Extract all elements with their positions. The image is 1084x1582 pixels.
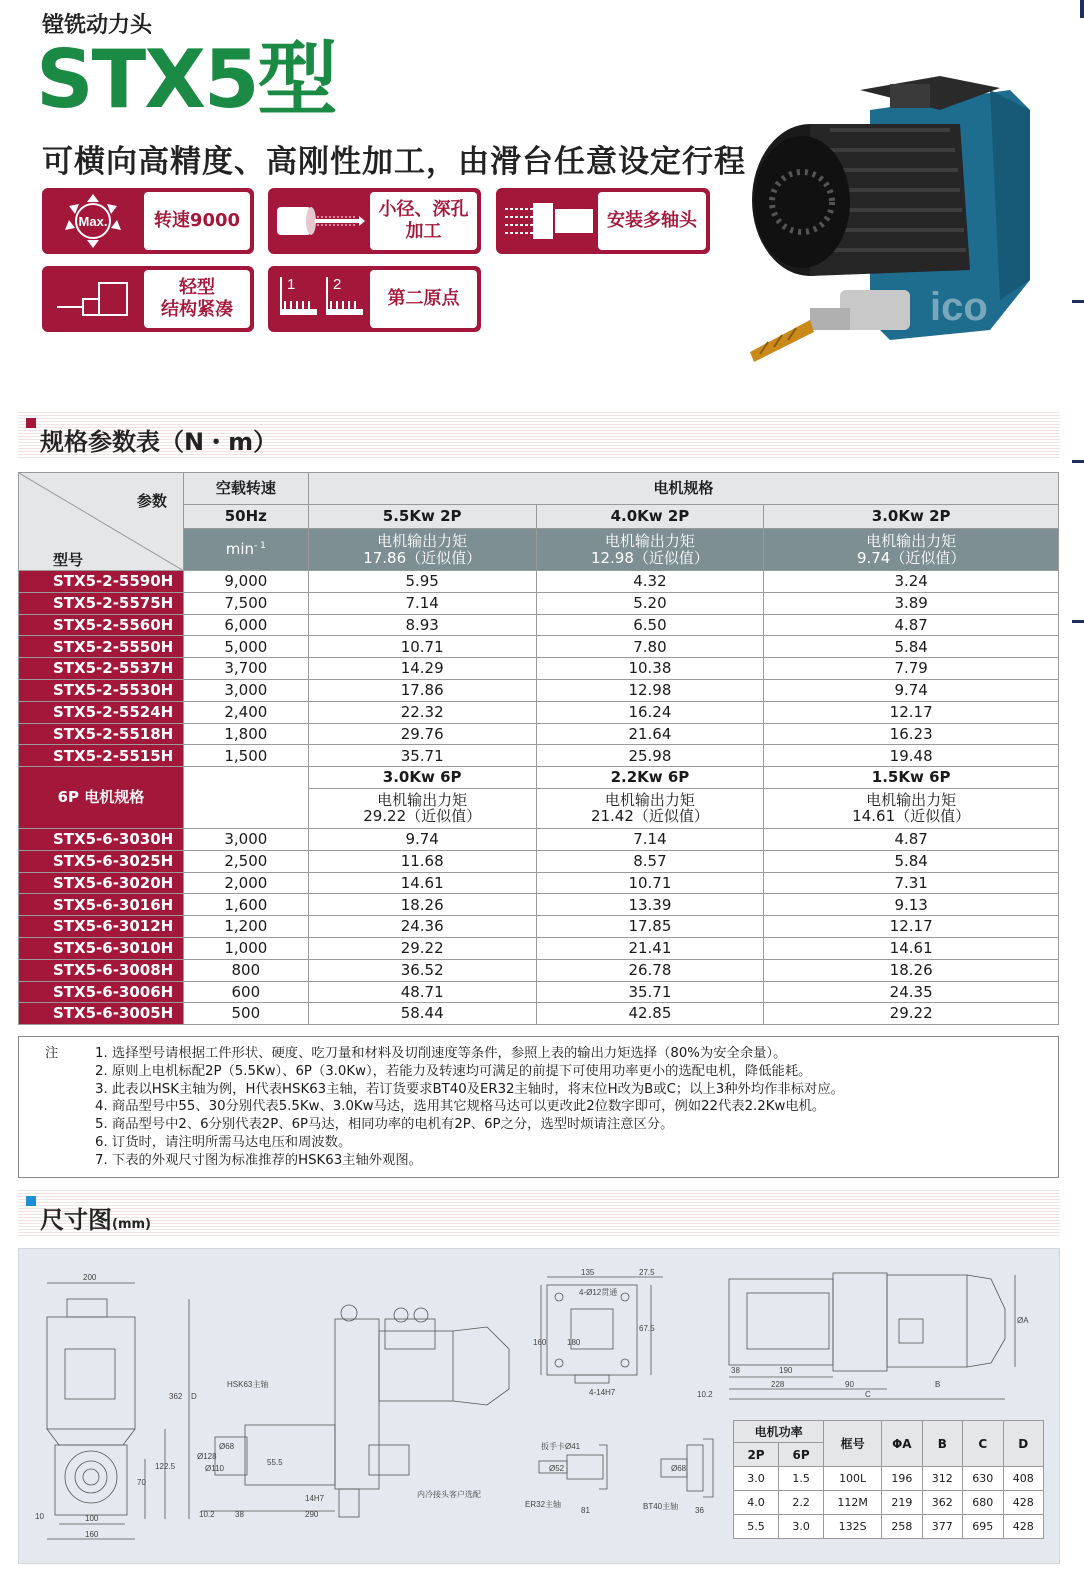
value-cell: 29.22 [764, 1003, 1059, 1025]
value-cell: 4.87 [764, 828, 1059, 850]
second-origin-icon [268, 266, 370, 332]
dim-rows [734, 1467, 1044, 1539]
table-row [19, 894, 1059, 916]
dim-label: 135 [581, 1268, 595, 1277]
feature-small-hole-label: 小径、深孔 加工 [370, 192, 477, 250]
dim-label: 100 [85, 1514, 99, 1523]
value-cell: 7.14 [308, 592, 536, 614]
torque-value: 21.42（近似值） [590, 807, 709, 826]
value-cell: 10.38 [536, 658, 764, 680]
value-cell: 17.86 [308, 679, 536, 701]
torque-label: 电机输出力矩 [604, 532, 695, 550]
model-cell: STX5-6-3025H [19, 850, 184, 872]
model-cell: STX5-6-3006H [19, 981, 184, 1003]
value-cell: 8.57 [536, 850, 764, 872]
dim-label: 228 [771, 1380, 785, 1389]
dim-label: Ø128 [197, 1452, 217, 1461]
multi-spindle-icon [496, 188, 598, 254]
dim-label: 内冷接头客户选配 [417, 1490, 481, 1499]
dim-title: 尺寸图 [40, 1206, 112, 1234]
model-cell: STX5-2-5530H [19, 679, 184, 701]
edge-mark [1072, 300, 1084, 303]
value-cell: 258 [882, 1515, 922, 1539]
header-motor-6p-2: 2.2Kw 6P [536, 767, 764, 789]
dim-label: 10.2 [199, 1510, 215, 1519]
value-cell: 22.32 [308, 701, 536, 723]
torque-label: 电机输出力矩 [866, 532, 957, 550]
value-cell: 500 [183, 1003, 308, 1025]
value-cell: 1,200 [183, 916, 308, 938]
value-cell: 1,600 [183, 894, 308, 916]
header-freq: 50Hz [183, 505, 308, 529]
feature-second-origin-label: 第二原点 [370, 270, 477, 328]
value-cell: 695 [963, 1515, 1003, 1539]
header-power: 电机功率 [734, 1421, 824, 1443]
model-cell: STX5-2-5524H [19, 701, 184, 723]
table-row [19, 828, 1059, 850]
dim-label: Ø110 [205, 1464, 224, 1473]
note-item: 3. 此表以HSK主轴为例，H代表HSK63主轴，若订货要求BT40及ER32主轴时，将末位H改为B或C；以上3种外均作非标对应。 [95, 1081, 844, 1097]
dim-label: 扳手卡Ø41 [541, 1442, 581, 1451]
torque-value: 29.22（近似值） [363, 807, 482, 826]
dim-label: 36 [695, 1506, 704, 1515]
dim-label: 55.5 [267, 1458, 283, 1467]
header-motor-2p-3: 3.0Kw 2P [764, 505, 1059, 529]
feature-speed-label: 转速9000 [144, 192, 250, 250]
value-cell: 1,000 [183, 937, 308, 959]
value-cell: 11.68 [308, 850, 536, 872]
value-cell: 42.85 [536, 1003, 764, 1025]
value-cell: 26.78 [536, 959, 764, 981]
value-cell: 3,000 [183, 828, 308, 850]
model-cell: STX5-6-3012H [19, 916, 184, 938]
value-cell: 428 [1003, 1491, 1044, 1515]
corner-model: 型号 [53, 550, 84, 569]
value-cell: 14.61 [308, 872, 536, 894]
value-cell: 312 [922, 1467, 962, 1491]
dim-label: 180 [567, 1338, 581, 1347]
table-row [19, 981, 1059, 1003]
dim-label: 67.5 [639, 1324, 655, 1333]
table-row [19, 701, 1059, 723]
torque-value: 17.86（近似值） [363, 548, 482, 567]
header-A: ΦA [882, 1421, 922, 1467]
value-cell: 35.71 [308, 745, 536, 767]
section-title-dim [40, 1200, 151, 1235]
value-cell: 5.84 [764, 850, 1059, 872]
model-cell: STX5-6-3030H [19, 828, 184, 850]
dim-label: 190 [779, 1366, 793, 1375]
value-cell: 5.84 [764, 636, 1059, 658]
value-cell: 5.20 [536, 592, 764, 614]
model-cell: STX5-2-5518H [19, 723, 184, 745]
section-title-spec: 规格参数表（N・m） [40, 428, 278, 456]
dim-label: 10.2 [697, 1390, 713, 1399]
model-cell: STX5-2-5537H [19, 658, 184, 680]
torque-2p-3 [764, 529, 1059, 571]
note-item: 6. 订货时，请注明所需马达电压和周波数。 [95, 1134, 352, 1150]
svg-text:ico: ico [930, 285, 988, 329]
value-cell: 18.26 [308, 894, 536, 916]
value-cell: 16.23 [764, 723, 1059, 745]
value-cell: 7.14 [536, 828, 764, 850]
dim-label: 4-14H7 [589, 1388, 616, 1397]
value-cell: 7.79 [764, 658, 1059, 680]
model-cell: STX5-2-5550H [19, 636, 184, 658]
table-row [19, 872, 1059, 894]
value-cell: 21.64 [536, 723, 764, 745]
value-cell: 7.31 [764, 872, 1059, 894]
torque-6p-3 [764, 788, 1059, 828]
value-cell: 9.74 [308, 828, 536, 850]
value-cell: 3,700 [183, 658, 308, 680]
value-cell: 19.48 [764, 745, 1059, 767]
value-cell: 219 [882, 1491, 922, 1515]
dim-label: C [865, 1390, 871, 1399]
torque-2p-2 [536, 529, 764, 571]
value-cell: 9.13 [764, 894, 1059, 916]
value-cell: 24.35 [764, 981, 1059, 1003]
value-cell: 600 [183, 981, 308, 1003]
feature-multi-axis [496, 188, 710, 254]
note-item: 1. 选择型号请根据工件形状、硬度、吃刀量和材料及切削速度等条件，参照上表的输出力矩选择（80%为安全余量）。 [95, 1046, 787, 1061]
value-cell: 1,800 [183, 723, 308, 745]
value-cell: 12.98 [536, 679, 764, 701]
value-cell: 3.89 [764, 592, 1059, 614]
table-row [19, 614, 1059, 636]
dim-label: 81 [581, 1506, 590, 1515]
value-cell: 7,500 [183, 592, 308, 614]
feature-small-hole [268, 188, 481, 254]
corner-param: 参数 [136, 492, 167, 510]
value-cell: 12.17 [764, 701, 1059, 723]
value-cell: 8.93 [308, 614, 536, 636]
table-row [734, 1515, 1044, 1539]
dim-label: 4-Ø12贯通 [579, 1288, 618, 1297]
value-cell: 48.71 [308, 981, 536, 1003]
value-cell: 428 [1003, 1515, 1044, 1539]
value-cell: 4.0 [734, 1491, 779, 1515]
table-row [19, 636, 1059, 658]
section-mark [26, 1196, 36, 1206]
value-cell: 3,000 [183, 679, 308, 701]
header-frame: 框号 [824, 1421, 882, 1467]
feature-compact-label: 轻型 结构紧凑 [144, 270, 250, 328]
header-D: D [1003, 1421, 1044, 1467]
dim-label: 27.5 [639, 1268, 655, 1277]
dim-label: B [935, 1380, 941, 1389]
model-cell: STX5-2-5575H [19, 592, 184, 614]
table-row [19, 592, 1059, 614]
model-cell: STX5-2-5560H [19, 614, 184, 636]
dim-label: 122.5 [155, 1462, 176, 1471]
value-cell: 17.85 [536, 916, 764, 938]
value-cell: 4.32 [536, 571, 764, 593]
value-cell: 630 [963, 1467, 1003, 1491]
dim-label: 38 [235, 1510, 244, 1519]
table-row [19, 959, 1059, 981]
notes-label: 注 [45, 1046, 59, 1061]
header-noload-speed: 空载转速 [183, 473, 308, 505]
feature-second-origin [268, 266, 481, 332]
value-cell: 6.50 [536, 614, 764, 636]
value-cell: 112M [824, 1491, 882, 1515]
value-cell: 196 [882, 1467, 922, 1491]
label-6p: 6P 电机规格 [19, 767, 184, 829]
dimension-table [733, 1420, 1044, 1539]
header-motor-2p-2: 4.0Kw 2P [536, 505, 764, 529]
edge-mark [1072, 460, 1084, 463]
table-row [19, 658, 1059, 680]
model-cell: STX5-2-5515H [19, 745, 184, 767]
table-row [19, 1003, 1059, 1025]
compact-structure-icon [42, 266, 144, 332]
value-cell: 12.17 [764, 916, 1059, 938]
torque-6p-2 [536, 788, 764, 828]
feature-compact [42, 266, 254, 332]
torque-2p-1 [308, 529, 536, 571]
torque-label: 电机输出力矩 [377, 532, 468, 550]
dim-label: Ø68 [219, 1442, 235, 1451]
drill-bit-icon [268, 188, 370, 254]
value-cell: 10.71 [308, 636, 536, 658]
value-cell: 5.5 [734, 1515, 779, 1539]
dim-label: BT40主轴 [643, 1502, 679, 1511]
product-image [740, 70, 1060, 370]
table-row [19, 723, 1059, 745]
value-cell: 4.87 [764, 614, 1059, 636]
dim-label: 290 [305, 1510, 319, 1519]
value-cell: 3.24 [764, 571, 1059, 593]
torque-label: 电机输出力矩 [377, 790, 468, 809]
header-6p: 6P [779, 1443, 824, 1467]
header-motor-6p-3: 1.5Kw 6P [764, 767, 1059, 789]
dim-label: D [191, 1392, 197, 1401]
note-item: 7. 下表的外观尺寸图为标准推荐的HSK63主轴外观图。 [95, 1152, 422, 1168]
table-row [734, 1491, 1044, 1515]
torque-value: 9.74（近似值） [856, 548, 966, 567]
dim-label: 160 [85, 1530, 99, 1539]
unit-text: min [225, 540, 255, 559]
value-cell: 14.29 [308, 658, 536, 680]
value-cell: 2.2 [779, 1491, 824, 1515]
origin-num-2: 2 [333, 276, 342, 293]
value-cell: 35.71 [536, 981, 764, 1003]
value-cell: 18.26 [764, 959, 1059, 981]
model-cell: STX5-6-3010H [19, 937, 184, 959]
table-corner [19, 473, 184, 571]
value-cell: 13.39 [536, 894, 764, 916]
torque-label: 电机输出力矩 [866, 790, 957, 809]
dim-label: HSK63主轴 [227, 1380, 269, 1389]
value-cell: 14.61 [764, 937, 1059, 959]
notes-list [95, 1045, 844, 1170]
subtitle: 可横向高精度、高刚性加工，由滑台任意设定行程 [42, 144, 746, 180]
value-cell: 362 [922, 1491, 962, 1515]
dim-label: ØA [1017, 1316, 1029, 1325]
torque-value: 14.61（近似值） [852, 807, 971, 826]
table-row [734, 1467, 1044, 1491]
dim-label: 38 [731, 1366, 740, 1375]
feature-speed [42, 188, 254, 254]
header-B: B [922, 1421, 962, 1467]
table-row [19, 850, 1059, 872]
table-row [19, 745, 1059, 767]
torque-value: 12.98（近似值） [590, 548, 709, 567]
value-cell: 9.74 [764, 679, 1059, 701]
notes-box [18, 1036, 1059, 1178]
value-cell: 408 [1003, 1467, 1044, 1491]
value-cell: 29.22 [308, 937, 536, 959]
unit-sup: - 1 [254, 541, 266, 552]
value-cell: 5.95 [308, 571, 536, 593]
value-cell: 6,000 [183, 614, 308, 636]
dim-label: 362 [169, 1392, 183, 1401]
value-cell: 24.36 [308, 916, 536, 938]
spec-table [18, 472, 1059, 1025]
model-cell: STX5-6-3020H [19, 872, 184, 894]
header-C: C [963, 1421, 1003, 1467]
table-row [19, 937, 1059, 959]
dim-label: 10 [35, 1512, 44, 1521]
model-title: STX5型 [36, 33, 336, 126]
model-cell: STX5-2-5590H [19, 571, 184, 593]
value-cell: 7.80 [536, 636, 764, 658]
section-mark [26, 418, 36, 428]
feature-multi-axis-label: 安装多轴头 [598, 192, 706, 250]
value-cell: 2,400 [183, 701, 308, 723]
model-cell: STX5-6-3005H [19, 1003, 184, 1025]
dim-label: 90 [845, 1380, 854, 1389]
value-cell: 16.24 [536, 701, 764, 723]
edge-mark [1072, 620, 1084, 623]
dim-label: 14H7 [305, 1494, 325, 1503]
dim-label: 160 [533, 1338, 547, 1347]
value-cell: 36.52 [308, 959, 536, 981]
dim-label: Ø52 [549, 1464, 565, 1473]
value-cell: 3.0 [734, 1467, 779, 1491]
table-row [19, 571, 1059, 593]
note-item: 4. 商品型号中55、30分别代表5.5Kw、3.0Kw马达，选用其它规格马达可以更改此2位数字即可，例如22代表2.2Kw电机。 [95, 1099, 826, 1115]
note-item: 5. 商品型号中2、6分别代表2P、6P马达，相同功率的电机有2P、6P之分，选型时烦请注意区分。 [95, 1117, 674, 1133]
table-row [19, 679, 1059, 701]
dim-unit: (mm) [112, 1217, 151, 1232]
table-row [19, 916, 1059, 938]
value-cell: 10.71 [536, 872, 764, 894]
header-unit [183, 529, 308, 571]
torque-label: 电机输出力矩 [604, 790, 695, 809]
value-cell: 58.44 [308, 1003, 536, 1025]
value-cell: 25.98 [536, 745, 764, 767]
header-motor-2p-1: 5.5Kw 2P [308, 505, 536, 529]
dim-label: Ø68 [671, 1464, 687, 1473]
value-cell: 377 [922, 1515, 962, 1539]
value-cell: 132S [824, 1515, 882, 1539]
note-item: 2. 原则上电机标配2P（5.5Kw）、6P（3.0Kw），若能力及转速均可满足的前提下可使用功率更小的选配电机，降低能耗。 [95, 1063, 812, 1079]
value-cell: 2,000 [183, 872, 308, 894]
origin-num-1: 1 [287, 276, 296, 293]
max-speed-icon [42, 188, 144, 254]
value-cell: 680 [963, 1491, 1003, 1515]
value-cell: 21.41 [536, 937, 764, 959]
rows-6p [19, 828, 1059, 1024]
value-cell: 5,000 [183, 636, 308, 658]
value-cell: 1.5 [779, 1467, 824, 1491]
value-cell: 800 [183, 959, 308, 981]
rows-2p [19, 571, 1059, 767]
value-cell: 9,000 [183, 571, 308, 593]
value-cell: 2,500 [183, 850, 308, 872]
dim-label: 200 [83, 1273, 97, 1282]
value-cell: 3.0 [779, 1515, 824, 1539]
value-cell: 29.76 [308, 723, 536, 745]
max-label: Max. [78, 214, 108, 229]
value-cell: 1,500 [183, 745, 308, 767]
edge-mark [1080, 0, 1084, 18]
model-cell: STX5-6-3008H [19, 959, 184, 981]
value-cell: 100L [824, 1467, 882, 1491]
dim-label: 70 [137, 1478, 146, 1487]
header-motor-6p-1: 3.0Kw 6P [308, 767, 536, 789]
header-2p: 2P [734, 1443, 779, 1467]
header-motor-spec: 电机规格 [308, 473, 1058, 505]
section-header-spec [18, 412, 1060, 460]
category-label: 镗铣动力头 [42, 13, 153, 38]
dim-label: ER32主轴 [525, 1500, 562, 1509]
torque-6p-1 [308, 788, 536, 828]
model-cell: STX5-6-3016H [19, 894, 184, 916]
blank-cell [183, 767, 308, 829]
section-header-dim [18, 1190, 1060, 1238]
